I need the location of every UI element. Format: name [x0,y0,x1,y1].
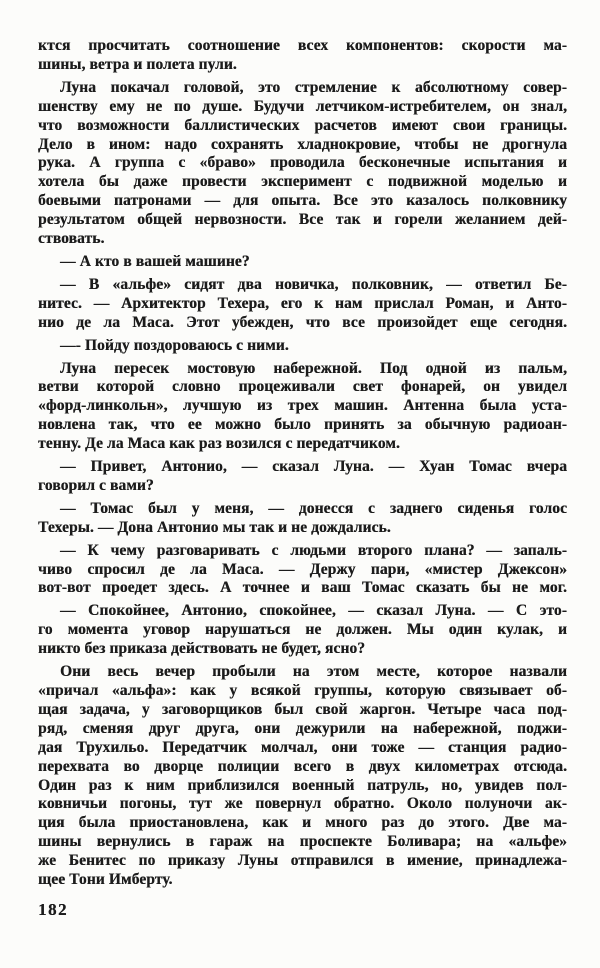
paragraph [38,79,567,249]
text-line: щая задача, у заговорщиков был свой жаргон. Четыре часа под- [38,700,567,718]
text-line: Техеры. — Дона Антонио мы так и не дождались. [38,518,391,536]
text-line: шины вернулись в гараж на проспекте Боливара; на «альфе» [38,833,567,851]
text-line: боевыми патронами — для опыта. Все это казалось полковнику [38,192,567,210]
text-line: «форд-линкольн», лучшую из трех машин. Антенна была уста- [38,397,567,415]
text-line: что возможности баллистических расчетов имеют свои границы. [38,116,567,134]
text-line: Один раз к ним приблизился военный патруль, но, увидев пол- [38,776,567,794]
text-line: говорил с вами? [38,476,154,494]
text-line: вот-вот проедет здесь. А точнее и ваш Томас сказать бы не мог. [38,579,567,597]
text-line: ктся просчитать соотношение всех компонентов: скорости ма- [38,37,567,54]
text-line: го момента уговор нарушаться не должен. Мы один кулак, и [38,621,567,639]
text-line: «причал «альфа»: как у всякой группы, которую связывает об- [38,682,567,699]
text-line: — Привет, Антонио, — сказал Луна. — Хуан Томас вчера [60,458,567,476]
text-line: ряд, сменяя друг друга, они дежурили на набережной, поджи- [38,719,567,737]
text-line: шины, ветра и полета пули. [38,55,237,73]
paragraph [38,360,567,455]
text-line: никто без приказа действовать не будет, ясно? [38,640,366,658]
text-line: чиво спросил де ла Маса. — Держу пари, «мистер Джексон» [38,560,567,578]
text-line: ция была приостановлена, как и много раз до этого. Две ма- [38,814,567,832]
paragraph [38,276,567,333]
paragraph [38,458,567,496]
text-line: —- Пойду поздороваюсь с ними. [60,336,289,354]
text-line: ветви которой словно процеживали свет фонарей, он увидел [38,378,567,396]
text-line: щее Тони Имберту. [38,871,173,889]
paragraph [38,542,567,599]
text-line: — В «альфе» сидят два новичка, полковник, — ответил Бе- [60,275,567,293]
text-line: — А кто в вашей машине? [60,252,250,270]
text-line: новлена так, что ее можно было принять за обычную радиоан- [38,416,567,434]
text-line: Луна покачал головой, это стремление к абсолютному совер- [60,78,567,96]
paragraph [38,337,567,356]
text-line: — Томас был у меня, — донесся с заднего сиденья голос [60,499,567,517]
text-line: рука. А группа с «браво» проводила бесконечные испытания и [38,154,567,172]
text-line: — Спокойнее, Антонио, спокойнее, — сказал Луна. — С это- [60,602,567,620]
text-line: Луна пересек мостовую набережной. Под одной из пальм, [60,359,567,377]
text-line: ствовать. [38,230,105,248]
text-line: нио де ла Маса. Этот убежден, что все произойдет еще сегодня. [38,313,567,331]
paragraph [38,663,567,890]
text-line: шенству ему не по душе. Будучи летчиком-истребителем, он знал, [38,97,567,115]
text-line: результатом общей нервозности. Все так и горели желанием дей- [38,211,567,229]
paragraph [38,500,567,538]
text-line: же Бенитес по приказу Луны отправился в имение, принадлежа- [38,852,567,870]
text-line: — К чему разговаривать с людьми второго плана? — запаль- [60,541,567,559]
text-line: нитес. — Архитектор Техера, его к нам прислал Роман, и Анто- [38,294,567,312]
page-number: 182 [38,900,68,919]
text-line: дая Трухильо. Передатчик молчал, они тоже — станция радио- [38,738,567,756]
page-text [38,37,567,890]
text-line: тенну. Де ла Маса как раз возился с передатчиком. [38,435,400,453]
text-line: перехвата во дворце полиции всего в двух километрах отсюда. [38,757,567,775]
paragraph [38,602,567,659]
text-line: Дело в ином: надо сохранять хладнокровие, чтобы не дрогнула [38,135,567,153]
paragraph [38,37,567,75]
text-line: Они весь вечер пробыли на этом месте, которое назвали [60,663,567,681]
text-line: хотела бы даже провести эксперимент с подвижной моделью и [38,173,567,191]
text-line: ковничьи погоны, тут же повернул обратно. Около полуночи ак- [38,795,567,813]
paragraph [38,253,567,272]
